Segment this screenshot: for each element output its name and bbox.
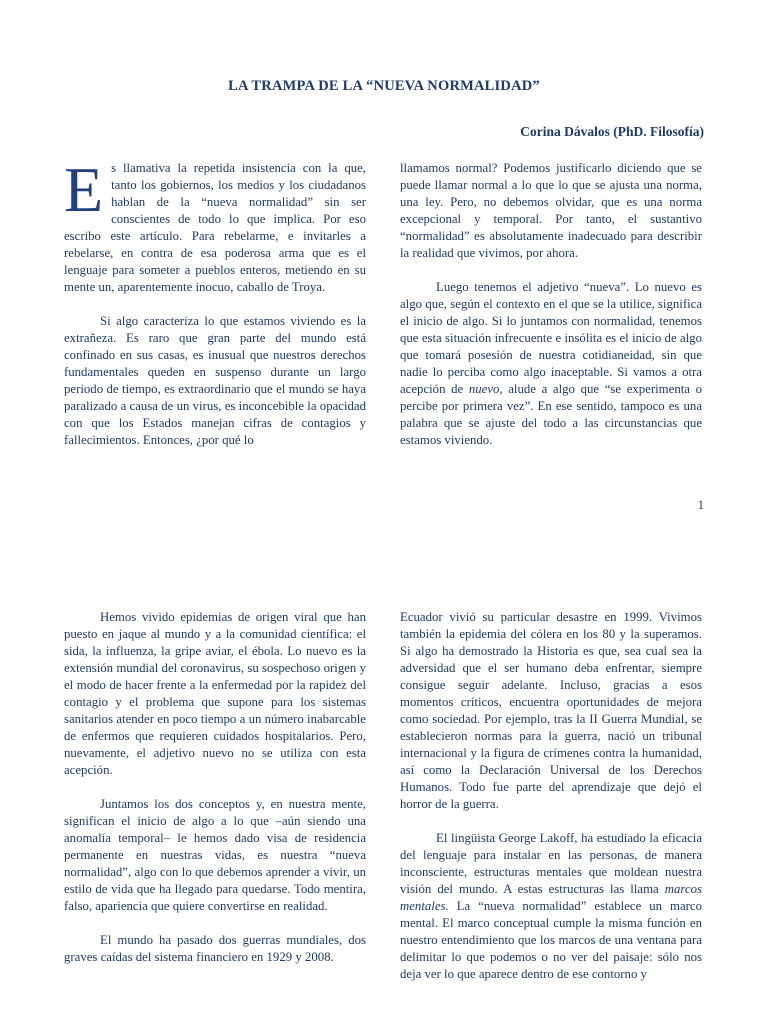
- italic-term: marcos mentales.: [400, 882, 702, 913]
- page2-right-column: [400, 609, 702, 1019]
- page1-left-column: [64, 154, 366, 460]
- paragraph-text: , alude a algo que “se experimenta o percibe por primera vez”. En ese sentido, tampoco es una palabra que se ajuste del todo a las circunstancias que estamos viviendo.: [400, 382, 702, 447]
- document-title: LA TRAMPA DE LA “NUEVA NORMALIDAD”: [228, 78, 540, 94]
- paragraph-text: s llamativa la repetida insistencia con la que, tanto los gobiernos, los medios y los ciudadanos hablan de la “nueva normalidad” sin ser conscientes de todo lo que implica. Por eso escribo este artículo. Para rebelarme, e invitarles a rebelarse, en contra de esa poderosa arma que es el lenguaje para someter a pueblos enteros, metiendo en su mente un, aparentemente inocuo, caballo de Troya.: [64, 161, 366, 294]
- paragraph: [400, 279, 702, 449]
- paragraph: Juntamos los dos conceptos y, en nuestra mente, significan el inicio de algo a lo que –aún siendo una anomalía temporal– le hemos dado visa de residencia permanente en nuestras vidas, es nuestra “nueva normalidad”, algo con lo que debemos aprender a vivir, un estilo de vida que ha llegado para quedarse. Todo mentira, falso, apariencia que quiere convertirse en realidad.: [64, 797, 366, 913]
- page1-right-column: [400, 160, 702, 460]
- paragraph: [64, 154, 366, 296]
- italic-term: nuevo: [468, 382, 500, 396]
- paragraph: Hemos vivido epidemias de origen viral que han puesto en jaque al mundo y a la comunidad científica: el sida, la influenza, la gripe aviar, el ébola. Lo nuevo es la extensión mundial del coronavirus, su sospechoso origen y el modo de hacer frente a la enfermedad por la rapidez del contagio y el problema que supone para los sistemas sanitarios atender en poco tiempo a un número inabarcable de enfermos que requieren cuidados hospitalarios. Pero, nuevamente, el adjetivo nuevo no se utiliza con esta acepción.: [64, 610, 366, 777]
- author-line: Corina Dávalos (PhD. Filosofía): [520, 124, 704, 139]
- paragraph-text: La “nueva normalidad” establece un marco mental. El marco conceptual cumple la misma función en nuestro entendimiento que los marcos de una ventana para delimitar lo que podemos o no ver del paisaje: sólo nos deja ver lo que aparece dentro de ese contorno y: [400, 899, 702, 981]
- paragraph-text: Luego tenemos el adjetivo “nueva”. Lo nuevo es algo que, según el contexto en el que se la utilice, significa el inicio de algo. Si lo juntamos con normalidad, tenemos que esta situación infrecuente e insólita es el inicio de algo que tomará posesión de nuestra cotidianeidad, sin que nadie lo perciba como algo inaceptable. Si vamos a otra acepción de: [400, 280, 702, 396]
- paragraph-text: El lingüista George Lakoff, ha estudiado la eficacia del lenguaje para instalar en las personas, de manera inconsciente, estructuras mentales que moldean nuestra visión del mundo. A estas estructuras las llama: [400, 831, 702, 896]
- page2-left-column: [64, 609, 366, 1019]
- paragraph: [400, 830, 702, 983]
- page-number: 1: [697, 498, 704, 512]
- paragraph: Si algo caracteriza lo que estamos viviendo es la extrañeza. Es raro que gran parte del mundo está confinado en sus casas, es inusual que nuestros derechos fundamentales queden en suspenso durante un largo periodo de tiempo, es extraordinario que el mundo se haya paralizado a causa de un virus, es inconcebible la opacidad con que los Estados manejan cifras de contagios y fallecimientos. Entonces, ¿por qué lo: [64, 314, 366, 447]
- paragraph: El mundo ha pasado dos guerras mundiales, dos graves caídas del sistema financiero en 1929 y 2008.: [64, 933, 366, 964]
- paragraph: Ecuador vivió su particular desastre en 1999. Vivimos también la epidemia del cólera en los 80 y la superamos. Si algo ha demostrado la Historia es que, sea cual sea la adversidad que el ser humano deba enfrentar, siempre consigue seguir adelante. Incluso, gracias a esos momentos críticos, encuentra oportunidades de mejora como sociedad. Por ejemplo, tras la II Guerra Mundial, se establecieron normas para la guerra, nació un tribunal internacional y la figura de crímenes contra la humanidad, así como la Declaración Universal de los Derechos Humanos. Todo fue parte del aprendizaje que dejó el horror de la guerra.: [400, 610, 702, 811]
- paragraph: llamamos normal? Podemos justificarlo diciendo que se puede llamar normal a lo que lo que se ajusta una norma, una ley. Pero, no debemos olvidar, que es una norma excepcional y temporal. Por tanto, el sustantivo “normalidad” es absolutamente inadecuado para describir la realidad que vivimos, por ahora.: [400, 161, 702, 260]
- page-break: [0, 540, 768, 580]
- drop-cap: E: [64, 154, 104, 225]
